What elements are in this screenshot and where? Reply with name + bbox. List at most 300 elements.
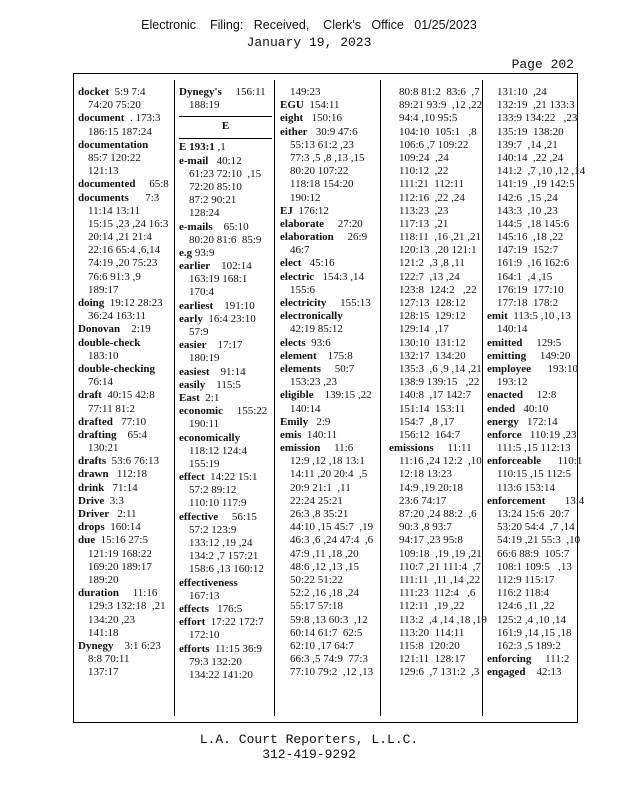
index-headword: enforce — [487, 428, 522, 441]
index-entry — [389, 350, 481, 363]
index-entry — [280, 640, 373, 653]
index-page-refs: 191:10 — [213, 299, 255, 312]
index-page-refs: 132:17 134:20 — [399, 349, 466, 362]
index-page-refs: 66:3 ,5 74:9 77:3 — [290, 653, 368, 666]
index-page-refs: 151:14 153:11 — [399, 402, 466, 415]
index-page-refs: 158:6 ,13 160:12 — [189, 563, 264, 576]
footer-phone: 312-419-9292 — [262, 747, 356, 762]
index-page-refs: 129:3 132:18 ,21 — [88, 600, 166, 613]
index-page-refs: 176:5 — [208, 602, 243, 615]
index-headword: employee — [487, 362, 531, 375]
index-entry — [280, 600, 373, 613]
index-page-refs: 14:22 15:1 — [204, 471, 258, 484]
index-page-refs: 11:16 — [118, 587, 158, 600]
index-page-refs: 16:4 23:10 — [202, 312, 256, 325]
index-entry — [487, 666, 577, 679]
index-entry — [280, 350, 373, 363]
index-page-refs: 112:9 115:17 — [497, 573, 555, 586]
index-entry — [487, 363, 577, 376]
index-entry — [280, 495, 373, 508]
index-entry — [280, 614, 373, 627]
index-page-refs: 113:5 ,10 ,13 — [507, 310, 571, 323]
index-entry — [78, 218, 171, 231]
index-headword: e-mails — [179, 220, 213, 233]
index-page-refs: 48:6 ,12 ,13 ,15 — [290, 560, 360, 573]
index-entry — [389, 310, 481, 323]
column-divider — [274, 80, 275, 716]
index-headword: enacted — [487, 389, 524, 402]
index-page-refs: 77:3 ,5 ,8 ,13 ,15 — [290, 151, 365, 164]
index-headword: docket — [78, 86, 110, 98]
index-entry — [179, 629, 272, 642]
index-entry — [280, 284, 373, 297]
index-page-refs: 53:6 76:13 — [106, 455, 159, 468]
index-page-refs: 129:14 ,17 — [399, 323, 449, 336]
index-entry — [389, 165, 481, 178]
index-headword: East — [179, 391, 200, 404]
index-headword: Dynegy's — [179, 86, 222, 98]
index-entry — [280, 627, 373, 640]
index-entry — [389, 218, 481, 231]
index-entry — [280, 455, 373, 468]
index-entry — [179, 405, 272, 418]
index-page-refs: 130:10 131:12 — [399, 336, 466, 349]
index-headword: e-mail — [179, 154, 209, 167]
index-page-refs: 65:4 — [116, 428, 148, 441]
index-entry — [179, 352, 272, 365]
index-page-refs: 125:2 ,4 ,10 ,14 — [497, 613, 567, 626]
index-entry — [78, 337, 171, 350]
index-headword: easiest — [179, 365, 210, 378]
index-entry — [389, 99, 481, 112]
index-page-refs: 17:17 — [206, 339, 243, 352]
index-page-refs: 19:12 28:23 — [104, 297, 163, 309]
index-page-refs: 129:6 ,7 131:2 ,3 — [399, 666, 480, 679]
index-page-refs: 140:14 — [497, 323, 528, 336]
index-headword: elaborate — [280, 217, 324, 230]
index-entry — [280, 244, 373, 257]
index-page-refs: 23:6 74:17 — [399, 494, 447, 507]
index-page-refs: 121:2 ,3 ,8 ,11 — [399, 257, 465, 270]
index-entry — [179, 524, 272, 537]
index-page-refs: 90:3 ,8 93:7 — [399, 521, 452, 534]
index-headword: ended — [487, 402, 516, 415]
index-entry — [78, 271, 171, 284]
index-page-refs: 47:9 ,11 ,18 ,20 — [290, 547, 359, 560]
index-page-refs: 141:18 — [88, 626, 119, 639]
index-headword: elects — [280, 336, 306, 349]
column-divider — [380, 80, 381, 716]
index-entry — [389, 271, 481, 284]
index-page-refs: 143:3 ,10 ,23 — [497, 204, 558, 217]
index-entry — [280, 192, 373, 205]
index-headword: energy — [487, 415, 519, 428]
index-entry — [280, 231, 373, 244]
index-entry — [179, 656, 272, 669]
index-headword: double-checking — [78, 362, 156, 375]
index-page-refs: . 173:3 — [124, 112, 161, 125]
index-page-refs: 14:11 ,20 20:4 ,5 — [290, 468, 368, 481]
index-page-refs: 93:9 — [192, 246, 215, 259]
index-page-refs: 150:16 — [303, 112, 343, 125]
index-entry — [179, 234, 272, 247]
index-headword: emitting — [487, 349, 527, 362]
index-page-refs: 106:6 ,7 109:22 — [399, 138, 469, 151]
index-page-refs: 140:11 — [301, 428, 338, 441]
index-entry — [487, 139, 577, 152]
index-page-refs: 50:7 — [320, 362, 355, 375]
index-page-refs: 113:20 114:11 — [399, 626, 465, 639]
index-page-refs: 42:13 — [525, 666, 562, 679]
index-page-refs: 54:19 ,21 55:3 ,10 — [497, 534, 581, 547]
index-page-refs: 13:24 15:6 20:7 — [497, 508, 570, 520]
index-entry — [179, 511, 272, 524]
index-page-refs: 14:9 ,19 20:18 — [399, 481, 463, 494]
index-page-refs: 137:17 — [88, 666, 119, 679]
index-page-refs: 36:24 163:11 — [88, 310, 146, 323]
index-entry — [78, 574, 171, 587]
index-entry — [389, 323, 481, 336]
index-entry — [389, 468, 481, 481]
index-entry — [487, 337, 577, 350]
index-entry — [389, 403, 481, 416]
index-entry — [179, 273, 272, 286]
index-entry — [389, 482, 481, 495]
index-page-refs: 12:9 ,12 ,18 13:1 — [290, 455, 365, 468]
index-entry — [179, 497, 272, 510]
index-page-refs: 176:12 — [292, 204, 329, 217]
index-page-refs: 117:13 ,21 — [399, 217, 449, 230]
index-entry — [78, 548, 171, 561]
index-headword: effects — [179, 602, 209, 615]
index-entry — [389, 640, 481, 653]
index-page-refs: 132:19 ,21 133:3 — [497, 99, 575, 112]
index-entry — [179, 155, 272, 168]
index-entry — [389, 455, 481, 468]
index-page-refs: 155:19 — [189, 457, 220, 470]
index-page-refs: 112:11 ,19 ,22 — [399, 600, 465, 613]
index-headword: effect — [179, 471, 205, 484]
index-page-refs: 140:14 — [290, 402, 321, 415]
index-entry — [389, 284, 481, 297]
index-entry — [179, 643, 272, 656]
index-entry — [487, 429, 577, 442]
index-entry — [179, 550, 272, 563]
index-entry — [389, 337, 481, 350]
index-page-refs: 71:14 — [104, 481, 138, 494]
index-entry — [280, 218, 373, 231]
index-entry — [179, 326, 272, 339]
index-entry — [179, 379, 272, 392]
index-entry — [389, 534, 481, 547]
index-entry — [487, 192, 577, 205]
index-entry — [78, 534, 171, 547]
index-entry — [487, 231, 577, 244]
index-headword: drink — [78, 481, 105, 494]
index-entry — [280, 666, 373, 679]
footer-company: L.A. Court Reporters, L.L.C. — [199, 732, 419, 747]
index-page-refs: 112:18 — [108, 468, 147, 481]
index-entry — [280, 139, 373, 152]
index-entry — [78, 244, 171, 257]
index-entry — [487, 376, 577, 389]
index-page-refs: 110:15 ,15 112:5 — [497, 468, 572, 481]
index-page-refs: 147:19 152:7 — [497, 244, 559, 257]
index-entry — [280, 521, 373, 534]
index-page-refs: 11:6 — [320, 442, 354, 455]
index-entry — [487, 482, 577, 495]
index-page-refs: 80:20 107:22 — [290, 165, 349, 178]
index-headword: either — [280, 125, 308, 138]
index-page-refs: 12:18 13:23 — [399, 468, 452, 481]
index-page-refs: 111:11 ,11 ,14 ,22 — [399, 573, 481, 586]
index-entry — [78, 627, 171, 640]
index-entry — [487, 455, 583, 468]
index-entry — [487, 653, 577, 666]
index-entry — [389, 389, 481, 402]
index-page-refs: 118:18 154:20 — [290, 178, 354, 191]
index-page-refs: 130:21 — [88, 442, 119, 455]
index-entry — [487, 126, 577, 139]
index-headword: effective — [179, 510, 219, 523]
index-page-refs: 141:2 ,7 ,10 ,12 ,14 — [497, 165, 586, 178]
index-entry — [280, 205, 373, 218]
column-divider — [174, 80, 175, 716]
index-page-refs: 154:11 — [303, 99, 340, 112]
index-headword: emit — [487, 310, 508, 323]
index-page-refs: 50:22 51:22 — [290, 573, 343, 586]
index-entry — [179, 445, 272, 458]
index-headword: enforcing — [487, 653, 532, 666]
index-entry — [78, 614, 171, 627]
index-entry — [389, 178, 481, 191]
index-entry — [487, 284, 577, 297]
index-entry — [179, 471, 272, 484]
index-headword: effectiveness — [179, 576, 238, 589]
index-entry — [487, 112, 577, 125]
index-entry — [487, 614, 577, 627]
index-entry — [78, 231, 171, 244]
index-page-refs: 3:1 6:23 — [113, 639, 161, 652]
index-page-refs: 111:2 — [531, 653, 570, 666]
index-entry — [280, 257, 373, 270]
index-page-refs: 160:14 — [104, 521, 141, 534]
index-headword: drafted — [78, 415, 113, 428]
index-column-4 — [389, 86, 487, 720]
index-page-refs: 20:14 ,21 21:4 — [88, 231, 152, 244]
index-page-refs: 74:19 ,20 75:23 — [88, 257, 158, 270]
index-page-refs: 2:1 — [199, 391, 220, 404]
index-headword: enforcement — [487, 494, 546, 507]
index-page-refs: 121:11 128:17 — [399, 653, 466, 666]
index-page-refs: 133:12 ,19 ,24 — [189, 537, 253, 549]
index-entry — [389, 574, 481, 587]
index-page-refs: 115:5 — [205, 378, 241, 391]
index-headword: EJ — [280, 204, 293, 217]
index-entry — [280, 468, 373, 481]
index-entry — [78, 521, 171, 534]
index-page-refs: 66:6 88:9 105:7 — [497, 547, 570, 560]
index-page-refs: 110:10 117:9 — [189, 497, 247, 510]
index-page-refs: 193:10 — [530, 362, 579, 375]
index-entry — [280, 587, 373, 600]
index-entry — [78, 468, 171, 481]
index-headword: element — [280, 349, 317, 362]
index-entry — [389, 521, 481, 534]
index-entry — [487, 205, 577, 218]
index-page-refs: 193:12 — [497, 376, 528, 389]
index-headword: enforceable — [487, 455, 542, 468]
index-page-refs: 149:23 — [290, 86, 321, 98]
index-page-refs: 15:15 ,23 ,24 16:3 — [88, 217, 169, 230]
index-entry — [78, 442, 171, 455]
index-entry — [78, 640, 171, 653]
index-entry — [389, 666, 481, 679]
index-entry — [487, 86, 577, 99]
index-entry — [78, 389, 171, 402]
index-headword: easier — [179, 339, 207, 352]
index-headword: earlier — [179, 260, 211, 273]
index-entry — [389, 152, 481, 165]
index-page-refs: 11:15 36:9 — [209, 642, 263, 655]
index-page-refs: 5:9 7:4 — [109, 86, 146, 98]
index-headword: electronically — [280, 310, 343, 323]
index-entry — [487, 350, 577, 363]
index-headword: electric — [280, 270, 315, 283]
index-page-refs: 27:20 — [323, 217, 363, 230]
index-page-refs: 77:10 — [112, 415, 147, 428]
index-page-refs: 118:11 ,16 ,21 ,21 — [399, 231, 481, 244]
index-page-refs: 57:9 — [189, 326, 209, 338]
index-entry — [389, 139, 481, 152]
index-page-refs: 155:22 — [222, 405, 268, 418]
index-entry — [487, 323, 577, 336]
index-page-refs: 183:10 — [88, 349, 119, 362]
index-headword: efforts — [179, 642, 210, 655]
index-headword: elements — [280, 362, 321, 375]
index-entry — [389, 508, 481, 521]
index-page-refs: 161:9 ,16 162:6 — [497, 257, 570, 270]
index-page-refs: 110:19 ,23 — [521, 428, 577, 441]
index-headword: drafting — [78, 428, 117, 441]
index-entry — [78, 139, 171, 152]
index-entry — [280, 112, 373, 125]
index-page-refs: 167:13 — [189, 589, 220, 602]
index-headword: Donovan — [78, 323, 121, 336]
index-page-refs: 116:2 118:4 — [497, 587, 550, 600]
index-entry — [78, 192, 171, 205]
index-entry — [179, 339, 272, 352]
index-entry — [280, 403, 373, 416]
index-page-refs: 180:19 — [189, 352, 220, 365]
index-page-refs: 141:19 ,19 142:5 — [497, 178, 575, 191]
index-entry — [78, 205, 171, 218]
index-entry — [487, 574, 577, 587]
index-entry — [78, 403, 171, 416]
index-page-refs: 112:16 ,22 ,24 — [399, 191, 465, 204]
index-page-refs: 188:19 — [189, 99, 220, 112]
index-entry — [389, 587, 481, 600]
index-page-refs: 53:20 54:4 ,7 ,14 — [497, 521, 575, 534]
index-entry — [487, 640, 577, 653]
index-entry — [179, 313, 272, 326]
index-entry — [280, 561, 373, 574]
index-page-refs: 102:14 — [210, 260, 252, 273]
index-entry — [389, 416, 481, 429]
index-page-refs: 15:16 27:5 — [95, 534, 148, 547]
index-entry — [179, 603, 272, 616]
index-page-refs: 55:17 57:18 — [290, 600, 343, 613]
index-headword: eight — [280, 112, 304, 125]
index-entry — [179, 141, 272, 154]
index-page-refs: 134:22 141:20 — [189, 668, 253, 681]
index-page-refs: 145:16 ,18 ,22 — [497, 231, 564, 244]
index-entry — [179, 669, 272, 682]
index-entry — [487, 548, 577, 561]
index-page-refs: 104:10 105:1 ,8 — [399, 125, 477, 138]
index-headword: duration — [78, 587, 119, 600]
index-page-refs: 139:7 ,14 ,21 — [497, 138, 558, 151]
index-page-refs: 135:19 138:20 — [497, 125, 564, 138]
index-page-refs: 155:6 — [290, 283, 316, 296]
index-page-refs: 190:11 — [189, 418, 220, 431]
index-entry — [389, 205, 481, 218]
index-page-refs: 149:20 — [526, 349, 571, 362]
index-entry — [487, 257, 577, 270]
index-page-refs: 153:23 ,23 — [290, 376, 338, 389]
index-entry — [78, 178, 171, 191]
index-page-refs: 177:18 178:2 — [497, 297, 559, 309]
index-page-refs: 124:6 ,11 ,22 — [497, 600, 555, 613]
index-page-refs: 72:20 85:10 — [189, 180, 242, 193]
index-entry — [179, 366, 272, 379]
index-page-refs: 2:11 — [109, 508, 137, 520]
index-entry — [487, 403, 577, 416]
index-page-refs: 115:8 120:20 — [399, 639, 460, 652]
index-entry — [179, 194, 272, 207]
index-page-refs: 46:3 ,6 ,24 47:4 ,6 — [290, 534, 374, 547]
index-page-refs: 94:4 ,10 95:5 — [399, 112, 458, 125]
index-entry — [280, 548, 373, 561]
index-entry — [78, 323, 171, 336]
index-entry — [179, 300, 272, 313]
index-entry — [389, 548, 481, 561]
index-page-refs: 56:15 — [218, 510, 257, 523]
index-entry — [179, 537, 272, 550]
index-page-refs: 156:12 164:7 — [399, 428, 461, 441]
index-page-refs: 155:13 — [326, 297, 371, 309]
index-entry — [280, 126, 373, 139]
index-page-refs: 60:14 61:7 62:5 — [290, 626, 363, 639]
index-entry — [389, 244, 481, 257]
index-entry — [78, 508, 171, 521]
index-headword: e.g — [179, 246, 193, 259]
index-entry — [179, 616, 272, 629]
index-entry — [280, 337, 373, 350]
index-page-refs: 133:9 134:22 ,23 — [497, 112, 578, 125]
index-entry — [487, 468, 577, 481]
index-entry — [487, 600, 577, 613]
index-entry — [179, 458, 272, 471]
section-letter-heading: E — [179, 116, 272, 139]
index-page-refs: 13:4 — [545, 494, 585, 507]
index-headword: elaboration — [280, 231, 334, 244]
index-entry — [78, 310, 171, 323]
index-headword: drafts — [78, 455, 107, 468]
index-page-refs: 110:1 — [541, 455, 583, 468]
index-page-refs: 11:16 ,24 12:2 ,10 — [399, 455, 482, 468]
index-page-refs: 8:8 70:11 — [88, 653, 130, 666]
